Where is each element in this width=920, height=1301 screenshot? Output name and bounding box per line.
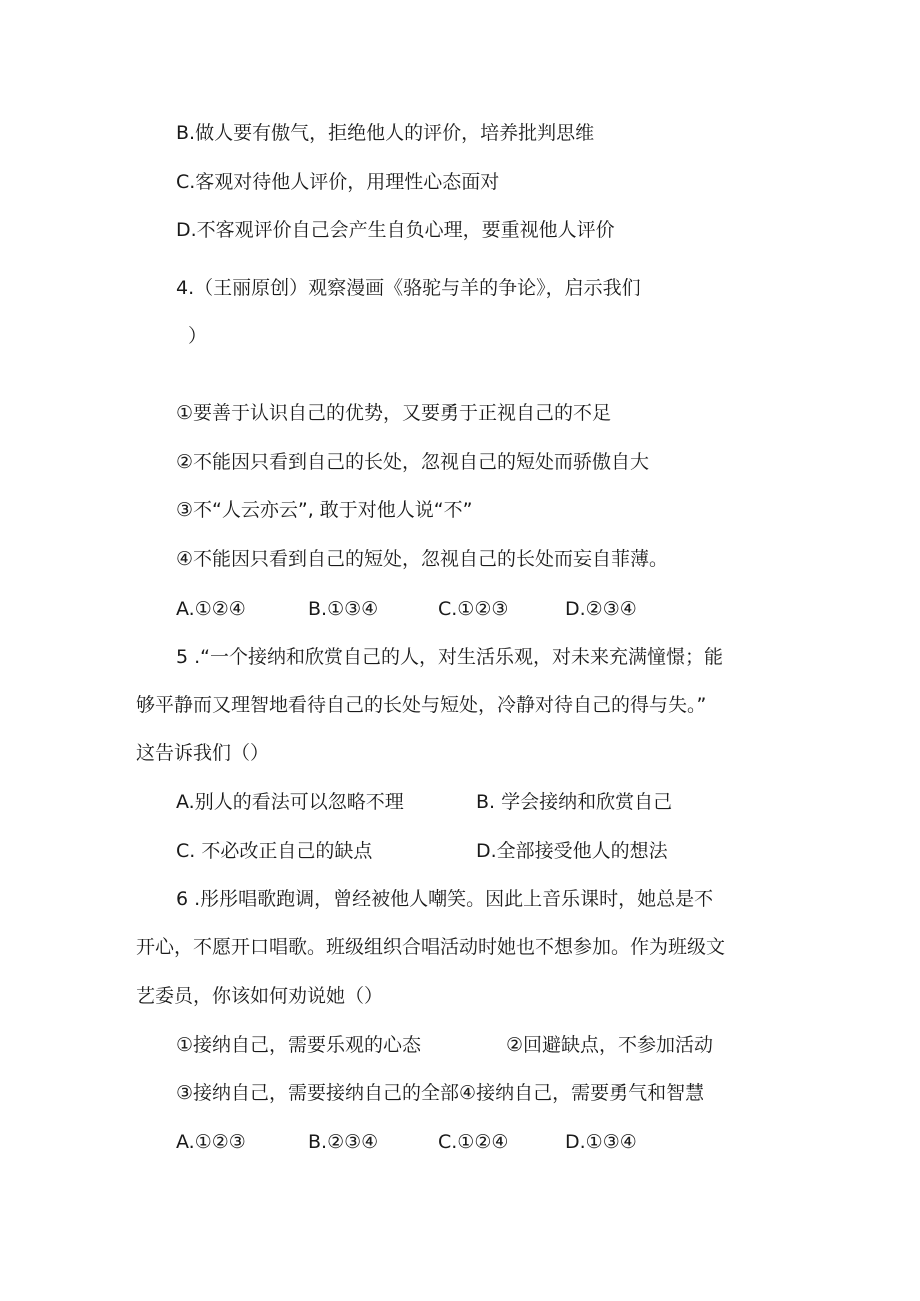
- q5-option-a: A.别人的看法可以忽略不理: [176, 791, 404, 813]
- q4-paren: ）: [188, 325, 208, 347]
- q3-option-d: D.不客观评价自己会产生自负心理，要重视他人评价: [176, 219, 615, 241]
- q6-option-a: A.①②③: [176, 1131, 246, 1153]
- q6-item-1: ①接纳自己，需要乐观的心态: [176, 1034, 422, 1056]
- q6-option-b: B.②③④: [308, 1131, 379, 1153]
- q6-option-c: C.①②④: [438, 1131, 509, 1153]
- q5-stem-line2: 够平静而又理智地看待自己的长处与短处，冷静对待自己的得与失。”: [136, 694, 707, 716]
- q4-option-b: B.①③④: [308, 598, 379, 620]
- q5-option-b: B. 学会接纳和欣赏自己: [476, 791, 673, 813]
- q4-item-1: ①要善于认识自己的优势，又要勇于正视自己的不足: [176, 402, 612, 424]
- q5-stem-line1: 5 .“一个接纳和欣赏自己的人，对生活乐观，对未来充满憧憬；能: [176, 646, 724, 668]
- q6-items-3-4: ③接纳自己，需要接纳自己的全部④接纳自己，需要勇气和智慧: [176, 1082, 705, 1104]
- q6-item-2: ②回避缺点，不参加活动: [506, 1034, 714, 1056]
- q4-option-c: C.①②③: [438, 598, 509, 620]
- q6-stem-line3: 艺委员，你该如何劝说她（）: [136, 985, 384, 1007]
- q5-stem-line3: 这告诉我们（）: [136, 742, 270, 764]
- q4-item-3: ③不“人云亦云”, 敢于对他人说“不”: [176, 499, 473, 521]
- q3-option-b: B.做人要有傲气，拒绝他人的评价，培养批判思维: [176, 122, 595, 144]
- q3-option-c: C.客观对待他人评价，用理性心态面对: [176, 171, 500, 193]
- q4-item-2: ②不能因只看到自己的长处，忽视自己的短处而骄傲自大: [176, 451, 650, 473]
- q4-item-4: ④不能因只看到自己的短处，忽视自己的长处而妄自菲薄。: [176, 548, 669, 570]
- q4-option-d: D.②③④: [565, 598, 637, 620]
- q6-stem-line2: 开心，不愿开口唱歌。班级组织合唱活动时她也不想参加。作为班级文: [136, 936, 726, 958]
- q6-stem-line1: 6 .彤彤唱歌跑调，曾经被他人嘲笑。因此上音乐课时，她总是不: [176, 888, 714, 910]
- q5-option-d: D.全部接受他人的想法: [476, 840, 668, 862]
- q4-stem: 4.（王丽原创）观察漫画《骆驼与羊的争论》，启示我们: [176, 277, 641, 299]
- q6-option-d: D.①③④: [565, 1131, 637, 1153]
- q5-option-c: C. 不必改正自己的缺点: [176, 840, 373, 862]
- q4-option-a: A.①②④: [176, 598, 246, 620]
